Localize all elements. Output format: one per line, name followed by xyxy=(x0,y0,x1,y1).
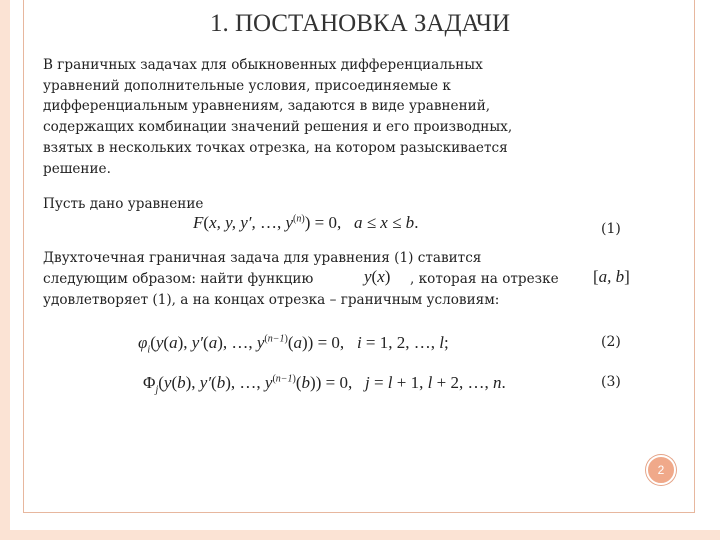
bottom-decorative-stripe xyxy=(0,530,720,540)
equation-1: F(x, y, y′, …, $y^{(n)}) = 0$, a ≤ x ≤ b. xyxy=(193,213,419,232)
given-equation-text: Пусть дано уравнение xyxy=(43,196,204,212)
twopoint-line-2-end: , которая на отрезке xyxy=(410,271,559,287)
equation-3-number: (3) xyxy=(601,374,621,390)
twopoint-line-2: следующим образом: найти функцию xyxy=(43,271,314,287)
function-y-x: y(x) xyxy=(364,267,391,286)
intro-paragraph xyxy=(43,55,512,179)
equation-3: $\Phi_j(y(b)$, y′(b), …, $y^{(n-1)}(b)) = 0$, j = l + 1, l + 2, …, n. xyxy=(143,373,506,396)
intro-line: В граничных задачах для обыкновенных дифференциальных xyxy=(43,57,483,73)
slide-title: 1. ПОСТАНОВКА ЗАДАЧИ xyxy=(209,10,511,37)
equation-2-number: (2) xyxy=(601,334,621,350)
intro-line: дифференциальным уравнениям, задаются в виде уравнений, xyxy=(43,98,491,115)
intro-line: взятых в нескольких точках отрезка, на котором разыскивается xyxy=(43,139,508,156)
twopoint-line-3: удовлетворяет (1), а на концах отрезка – граничным условиям: xyxy=(43,292,500,308)
intro-line: содержащих комбинации значений решения и его производных, xyxy=(43,119,513,136)
intro-line: уравнений дополнительные условия, присоединяемые к xyxy=(43,77,451,94)
intro-line: решение. xyxy=(43,160,111,177)
page-number-badge: 2 xyxy=(646,455,676,485)
equation-2: $\varphi_i(y(a)$, y′(a), …, $y^{(n-1)}(a)) = 0$, i = 1, 2, …, l; xyxy=(138,333,449,356)
segment-a-b: [a, b] xyxy=(593,267,630,286)
left-decorative-stripe xyxy=(0,0,10,540)
equation-1-number: (1) xyxy=(601,221,621,237)
twopoint-line-1: Двухточечная граничная задача для уравнения (1) ставится xyxy=(43,250,482,266)
